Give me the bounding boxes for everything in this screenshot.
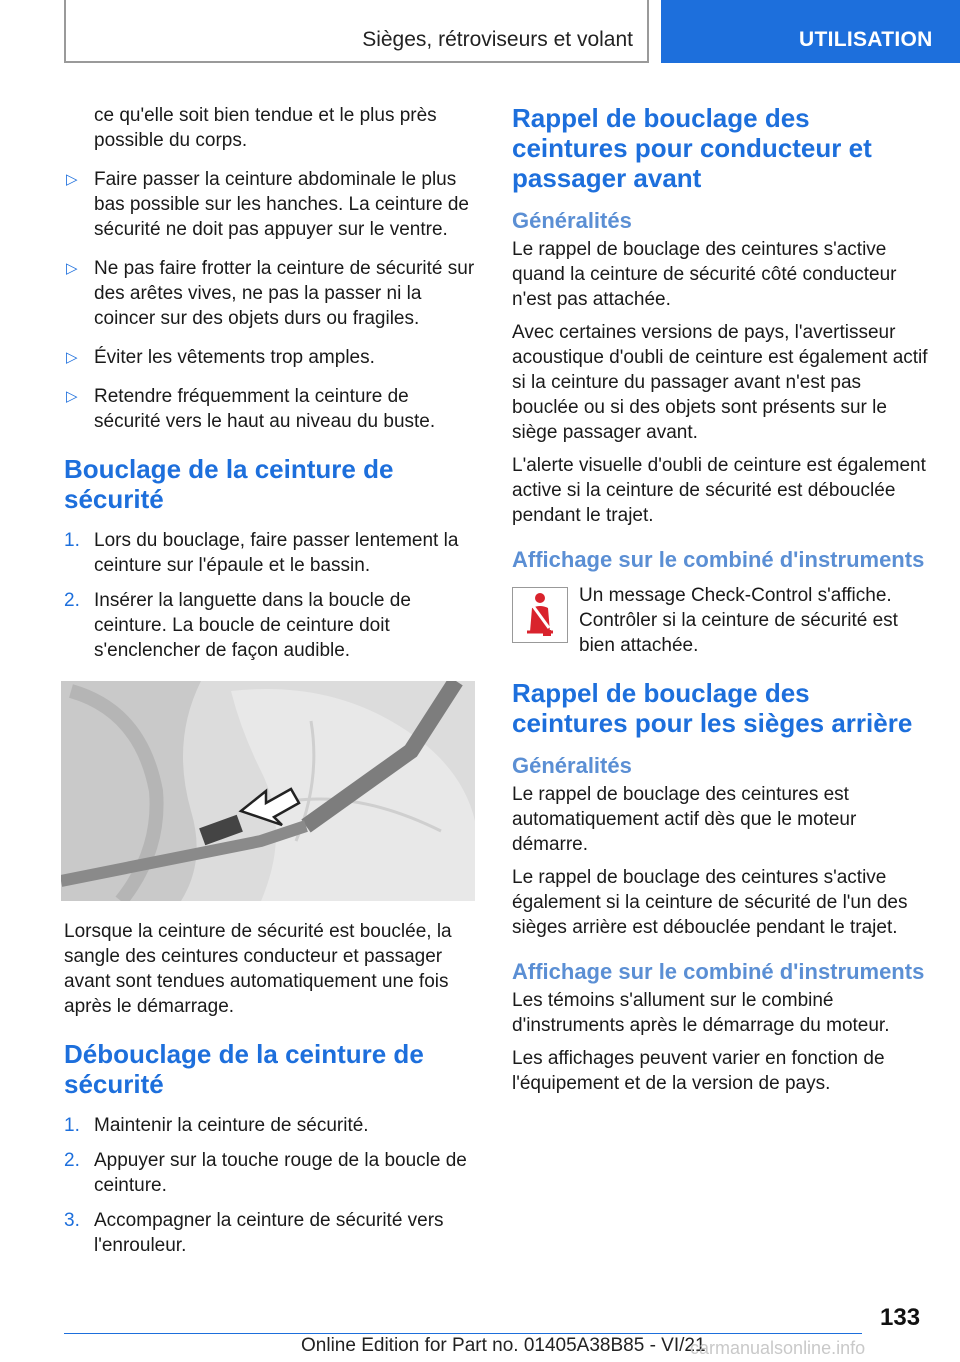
step-item: 3. Accompagner la ceinture de sécurité vers l'enrouleur. bbox=[64, 1210, 444, 1256]
paragraph: L'alerte visuelle d'oubli de ceinture est également active si la ceinture de sécurité est débouclée pendant le trajet. bbox=[512, 455, 926, 526]
heading-buckling: Bouclage de la ceinture de sécurité bbox=[64, 454, 394, 514]
watermark: carmanualsonline.info bbox=[690, 1338, 866, 1358]
triangle-bullet-icon: ▷ bbox=[66, 171, 78, 188]
paragraph: Les témoins s'allument sur le combiné d'instruments après le démarrage du moteur. bbox=[512, 990, 890, 1036]
footer-edition: Online Edition for Part no. 01405A38B85 - VI/21 bbox=[301, 1335, 706, 1356]
paragraph: Le rappel de bouclage des ceintures est automatiquement actif dès que le moteur démarre. bbox=[512, 784, 857, 855]
heading-front-reminder: Rappel de bouclage des ceintures pour conducteur et passager avant bbox=[512, 103, 872, 193]
warning-note bbox=[512, 583, 932, 658]
step-number: 2. bbox=[64, 1150, 80, 1171]
list-item: ▷ Faire passer la ceinture abdominale le plus bas possible sur les hanches. La ceinture de sécurité ne doit pas appuyer sur le ventre. bbox=[66, 169, 469, 240]
paragraph: Avec certaines versions de pays, l'avertisseur acoustique d'oubli de ceinture est également actif si la ceinture du passager avant n'est pas bouclée ou si des objets sont présents sur le siège passager avant. bbox=[512, 322, 928, 443]
seatbelt-buckle-illustration bbox=[61, 681, 475, 901]
list-item: ▷ Éviter les vêtements trop amples. bbox=[66, 347, 375, 368]
subheading-general: Généralités bbox=[512, 208, 632, 233]
step-item: 1. Maintenir la ceinture de sécurité. bbox=[64, 1115, 369, 1136]
page-number: 133 bbox=[880, 1304, 921, 1331]
heading-unbuckling: Débouclage de la ceinture de sécurité bbox=[64, 1039, 424, 1099]
header-chapter-tab bbox=[661, 0, 960, 63]
subheading-display: Affichage sur le combiné d'instruments bbox=[512, 547, 925, 572]
step-item: 2. Appuyer sur la touche rouge de la boucle de ceinture. bbox=[64, 1150, 467, 1196]
triangle-bullet-icon: ▷ bbox=[66, 260, 78, 277]
subheading-general: Généralités bbox=[512, 753, 632, 778]
warning-text: Un message Check-Control s'affiche. Contrôler si la ceinture de sécurité est bien attachée. bbox=[579, 585, 898, 656]
seatbelt-photo bbox=[61, 681, 475, 901]
step-number: 2. bbox=[64, 590, 80, 611]
subheading-display: Affichage sur le combiné d'instruments bbox=[512, 959, 925, 984]
paragraph: Les affichages peuvent varier en fonction de l'équipement et de la version de pays. bbox=[512, 1048, 885, 1094]
right-column bbox=[512, 103, 932, 1104]
paragraph: Le rappel de bouclage des ceintures s'active quand la ceinture de sécurité côté conducteur n'est pas attachée. bbox=[512, 239, 897, 310]
triangle-bullet-icon: ▷ bbox=[66, 388, 78, 405]
footer-divider bbox=[64, 1333, 862, 1334]
continued-text: ce qu'elle soit bien tendue et le plus près possible du corps. bbox=[94, 105, 437, 151]
step-number: 1. bbox=[64, 1115, 80, 1136]
seatbelt-warning-icon bbox=[512, 587, 568, 643]
header-section-tab bbox=[64, 0, 649, 63]
step-number: 3. bbox=[64, 1210, 80, 1231]
left-column bbox=[64, 103, 478, 1268]
header-section-title: Sièges, rétroviseurs et volant bbox=[362, 28, 633, 51]
list-item: ▷ Retendre fréquemment la ceinture de sécurité vers le haut au niveau du buste. bbox=[66, 386, 436, 432]
list-item: ▷ Ne pas faire frotter la ceinture de sécurité sur des arêtes vives, ne pas la passer ni la coincer sur des objets durs ou fragiles. bbox=[66, 258, 475, 329]
step-item: 2. Insérer la languette dans la boucle de ceinture. La boucle de ceinture doit s'enclencher de façon audible. bbox=[64, 590, 411, 661]
step-number: 1. bbox=[64, 530, 80, 551]
heading-rear-reminder: Rappel de bouclage des ceintures pour les sièges arrière bbox=[512, 678, 913, 738]
paragraph: Le rappel de bouclage des ceintures s'active également si la ceinture de sécurité de l'un des sièges arrière est débouclée pendant le trajet. bbox=[512, 867, 908, 938]
triangle-bullet-icon: ▷ bbox=[66, 349, 78, 366]
header-chapter-title: UTILISATION bbox=[799, 28, 933, 51]
paragraph: Lorsque la ceinture de sécurité est bouclée, la sangle des ceintures conducteur et passager avant sont tendues automatiquement une fois après le démarrage. bbox=[64, 921, 452, 1017]
step-item: 1. Lors du bouclage, faire passer lentement la ceinture sur l'épaule et le bassin. bbox=[64, 530, 459, 576]
